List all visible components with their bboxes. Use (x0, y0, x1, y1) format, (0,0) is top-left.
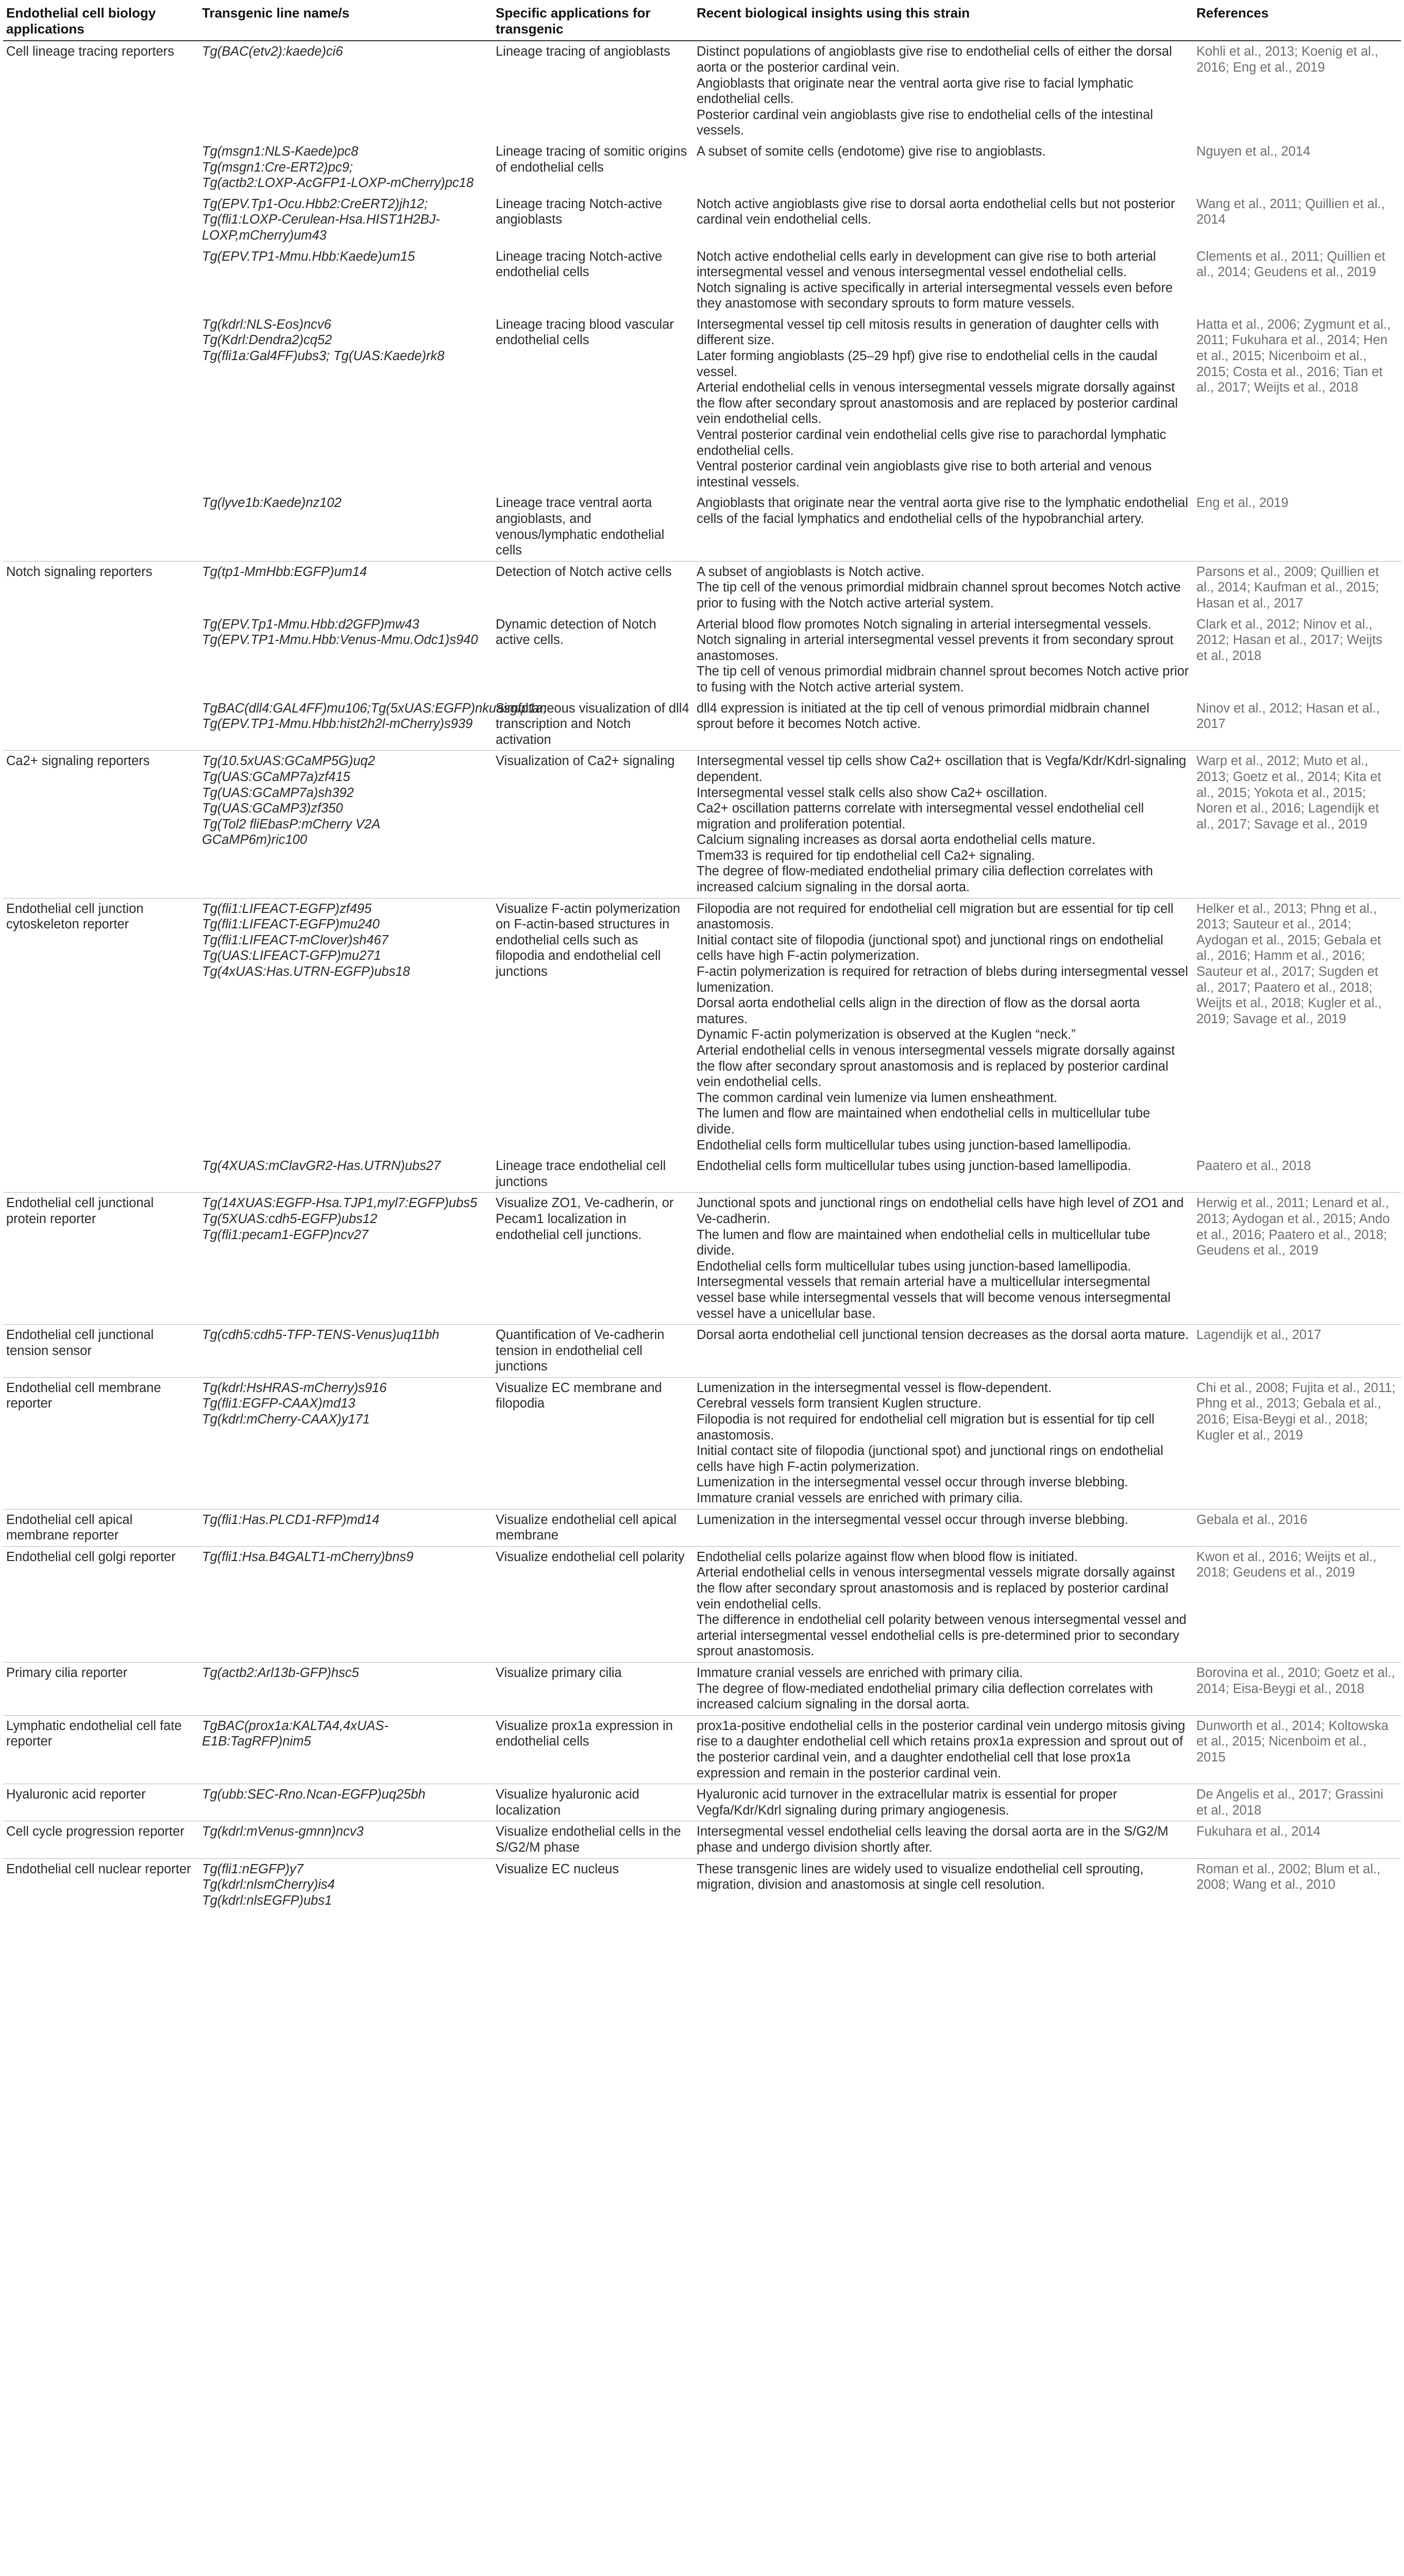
insight-text: Arterial endothelial cells in venous intersegmental vessels migrate dorsally against the flow after secondary sprout anastomosis and are replaced by posterior cardinal vein endothelial cells. (697, 380, 1178, 427)
specific-application-text: Dynamic detection of Notch active cells. (496, 617, 656, 648)
header-application: Endothelial cell biology applications (3, 3, 199, 41)
specific-application-text: Visualize F-actin polymerization on F-actin-based structures in endothelial cells such as filopodia and endothelial cell junctions (496, 901, 681, 979)
specific-application-cell (493, 751, 693, 898)
transgenic-line-name: Tg(UAS:GCaMP3)zf350 (202, 801, 343, 816)
insights-cell (693, 41, 1193, 141)
references-cell (1193, 1715, 1401, 1784)
transgenic-line-name: Tg(kdrl:mCherry-CAAX)y171 (202, 1412, 370, 1427)
insights-cell (693, 1662, 1193, 1715)
references-text: Fukuhara et al., 2014 (1196, 1824, 1321, 1839)
references-text: Clements et al., 2011; Quillien et al., 2014; Geudens et al., 2019 (1196, 249, 1385, 280)
header-line-name: Transgenic line name/s (199, 3, 493, 41)
application-category: Endothelial cell junctional tension sensor (6, 1328, 154, 1358)
references-cell (1193, 751, 1401, 898)
table-row (3, 1156, 1401, 1193)
insights-cell (693, 246, 1193, 314)
insight-text: Lumenization in the intersegmental vessel occur through inverse blebbing. (697, 1475, 1128, 1490)
line-name-cell (199, 698, 547, 751)
insights-cell (693, 561, 1193, 614)
insight-text: The difference in endothelial cell polarity between venous intersegmental vessel and arterial intersegmental vessel endothelial cells is pre-determined prior to secondary sprout anastomosis. (697, 1613, 1187, 1659)
line-name-cell (199, 194, 493, 246)
references-cell (1193, 1156, 1401, 1193)
specific-application-text: Visualize endothelial cell apical membrane (496, 1512, 677, 1543)
insight-text: These transgenic lines are widely used to visualize endothelial cell sprouting, migration, division and anastomosis at single cell resolution. (697, 1861, 1144, 1892)
transgenic-line-name: TgBAC(dll4:GAL4FF)mu106;Tg(5xUAS:EGFP)nkuasgfp1a; (202, 701, 547, 716)
transgenic-line-name: Tg(kdrl:HsHRAS-mCherry)s916 (202, 1380, 387, 1395)
insight-text: A subset of somite cells (endotome) give rise to angioblasts. (697, 144, 1046, 159)
references-text: Kohli et al., 2013; Koenig et al., 2016; Eng et al., 2019 (1196, 44, 1378, 75)
insights-cell (693, 1156, 1193, 1193)
insight-text: Intersegmental vessel tip cell mitosis results in generation of daughter cells with different size. (697, 317, 1159, 348)
specific-application-text: Quantification of Ve-cadherin tension in endothelial cell junctions (496, 1328, 665, 1374)
references-cell (1193, 1821, 1401, 1858)
references-text: Wang et al., 2011; Quillien et al., 2014 (1196, 196, 1385, 227)
insights-cell (693, 898, 1193, 1156)
insight-text: Endothelial cells form multicellular tubes using junction-based lamellipodia. (697, 1159, 1131, 1174)
insight-text: The tip cell of the venous primordial midbrain channel sprout becomes Notch active prior to fusing with the Notch active arterial system. (697, 580, 1181, 611)
references-cell (1193, 698, 1401, 751)
references-text: Paatero et al., 2018 (1196, 1159, 1311, 1174)
line-name-cell (199, 493, 493, 561)
references-text: Nguyen et al., 2014 (1196, 144, 1311, 159)
specific-application-cell (493, 41, 693, 141)
specific-application-text: Visualize ZO1, Ve-cadherin, or Pecam1 localization in endothelial cell junctions. (496, 1196, 674, 1242)
transgenic-line-name: Tg(kdrl:mVenus-gmnn)ncv3 (202, 1824, 364, 1839)
insight-text: Immature cranial vessels are enriched with primary cilia. (697, 1665, 1023, 1680)
insights-cell (693, 194, 1193, 246)
line-name-cell (199, 1193, 493, 1325)
specific-application-text: Lineage tracing Notch-active endothelial cells (496, 249, 663, 280)
transgenic-line-name: Tg(fli1:pecam1-EGFP)ncv27 (202, 1227, 369, 1242)
table-row (3, 698, 1401, 751)
table-row (3, 1858, 1401, 1911)
insight-text: Immature cranial vessels are enriched with primary cilia. (697, 1491, 1023, 1506)
line-name-cell (199, 1377, 493, 1509)
insights-cell (693, 1193, 1193, 1325)
application-cell (3, 1858, 199, 1911)
transgenic-line-name: Tg(fli1:Hsa.B4GALT1-mCherry)bns9 (202, 1549, 414, 1564)
table-row (3, 1662, 1401, 1715)
insight-text: Hyaluronic acid turnover in the extracellular matrix is essential for proper Vegfa/Kdr/Kdrl signaling during primary angiogenesis. (697, 1787, 1118, 1818)
table-row (3, 41, 1401, 141)
application-cell (3, 1325, 199, 1378)
table-row (3, 1821, 1401, 1858)
line-name-cell (199, 1821, 493, 1858)
specific-application-cell (493, 1858, 693, 1911)
transgenic-line-name: Tg(BAC(etv2):kaede)ci6 (202, 44, 343, 59)
line-name-cell (199, 1662, 493, 1715)
insight-text: Lumenization in the intersegmental vessel occur through inverse blebbing. (697, 1512, 1128, 1527)
insight-text: Intersegmental vessel stalk cells also show Ca2+ oscillation. (697, 785, 1048, 800)
transgenic-line-name: Tg(fli1:Has.PLCD1-RFP)md14 (202, 1512, 380, 1527)
transgenic-line-name: Tg(Kdrl:Dendra2)cq52 (202, 333, 332, 348)
table-row (3, 1509, 1401, 1546)
insight-text: The tip cell of venous primordial midbrain channel sprout becomes Notch active prior to fusing with the Notch active arterial system. (697, 664, 1189, 694)
insight-text: Junctional spots and junctional rings on endothelial cells have high level of ZO1 and Ve-cadherin. (697, 1196, 1184, 1226)
references-cell (1193, 898, 1401, 1156)
specific-application-text: Visualize EC membrane and filopodia (496, 1380, 662, 1411)
application-cell (3, 141, 199, 194)
insight-text: Tmem33 is required for tip endothelial cell Ca2+ signaling. (697, 848, 1035, 863)
insight-text: Intersegmental vessel tip cells show Ca2+ oscillation that is Vegfa/Kdr/Kdrl-signaling dependent. (697, 754, 1187, 784)
insights-cell (693, 141, 1193, 194)
references-text: Ninov et al., 2012; Hasan et al., 2017 (1196, 701, 1380, 732)
insight-text: Arterial endothelial cells in venous intersegmental vessels migrate dorsally against the flow after secondary sprout anastomosis and is replaced by posterior cardinal vein endothelial cells. (697, 1565, 1175, 1612)
insight-text: The degree of flow-mediated endothelial primary cilia deflection correlates with increased calcium signaling in the dorsal aorta. (697, 864, 1153, 895)
transgenic-line-name: Tg(fli1:LIFEACT-EGFP)mu240 (202, 917, 380, 932)
application-cell (3, 1715, 199, 1784)
insight-text: prox1a-positive endothelial cells in the posterior cardinal vein undergo mitosis giving rise to a daughter endothelial cell which retains prox1a expression and sprout out of the posterior cardinal vein, and a daughter endothelial cell that lose prox1a expression and remain in the posterior cardinal vein. (697, 1718, 1186, 1781)
line-name-cell (199, 141, 493, 194)
insights-cell (693, 1715, 1193, 1784)
specific-application-text: Lineage tracing of somitic origins of endothelial cells (496, 144, 687, 175)
references-cell (1193, 194, 1401, 246)
table-row (3, 1325, 1401, 1378)
insight-text: Intersegmental vessel endothelial cells leaving the dorsal aorta are in the S/G2/M phase and undergo division shortly after. (697, 1824, 1169, 1855)
insight-text: Endothelial cells polarize against flow when blood flow is initiated. (697, 1549, 1078, 1564)
application-category: Lymphatic endothelial cell fate reporter (6, 1718, 182, 1749)
table-row (3, 141, 1401, 194)
transgenic-line-name: Tg(EPV.Tp1-Mmu.Hbb:d2GFP)mw43 (202, 617, 419, 632)
insight-text: The common cardinal vein lumenize via lumen ensheathment. (697, 1090, 1058, 1105)
line-name-cell (199, 614, 493, 698)
references-text: Kwon et al., 2016; Weijts et al., 2018; Geudens et al., 2019 (1196, 1549, 1377, 1580)
insight-text: Ventral posterior cardinal vein endothelial cells give rise to parachordal lymphatic endothelial cells. (697, 428, 1166, 458)
references-cell (1193, 1509, 1401, 1546)
transgenic-line-name: Tg(actb2:Arl13b-GFP)hsc5 (202, 1665, 359, 1680)
transgenic-line-name: Tg(UAS:LIFEACT-GFP)mu271 (202, 948, 381, 963)
specific-application-cell (493, 898, 693, 1156)
insight-text: Initial contact site of filopodia (junctional spot) and junctional rings on endothelial cells have high F-actin polymerization. (697, 933, 1163, 963)
line-name-cell (199, 1509, 493, 1546)
insights-cell (693, 1546, 1193, 1662)
table-row (3, 614, 1401, 698)
references-cell (1193, 1193, 1401, 1325)
insight-text: Endothelial cells form multicellular tubes using junction-based lamellipodia. (697, 1259, 1131, 1274)
transgenic-lines-table (3, 3, 1401, 1911)
references-text: Eng et al., 2019 (1196, 496, 1289, 511)
references-text: De Angelis et al., 2017; Grassini et al., 2018 (1196, 1787, 1383, 1818)
application-cell (3, 614, 199, 698)
references-cell (1193, 1546, 1401, 1662)
table-row (3, 493, 1401, 561)
application-category: Endothelial cell apical membrane reporter (6, 1512, 133, 1543)
line-name-cell (199, 1784, 493, 1821)
insight-text: Lumenization in the intersegmental vessel is flow-dependent. (697, 1380, 1052, 1395)
transgenic-line-name: Tg(EPV.TP1-Mmu.Hbb:hist2h2l-mCherry)s939 (202, 717, 473, 732)
specific-application-text: Lineage tracing Notch-active angioblasts (496, 196, 663, 227)
insights-cell (693, 1821, 1193, 1858)
application-cell (3, 1377, 199, 1509)
references-cell (1193, 1377, 1401, 1509)
insight-text: Ca2+ oscillation patterns correlate with intersegmental vessel endothelial cell migration and proliferation potential. (697, 801, 1144, 832)
line-name-cell (199, 41, 493, 141)
specific-application-text: Visualization of Ca2+ signaling (496, 754, 675, 769)
specific-application-text: Lineage tracing blood vascular endothelial cells (496, 317, 674, 348)
specific-application-cell (493, 1821, 693, 1858)
insight-text: Ventral posterior cardinal vein angioblasts give rise to both arterial and venous intestinal vessels. (697, 459, 1152, 489)
line-name-cell (199, 1715, 493, 1784)
header-references: References (1193, 3, 1401, 41)
references-cell (1193, 314, 1401, 493)
references-cell (1193, 1858, 1401, 1911)
application-cell (3, 898, 199, 1156)
line-name-cell (199, 898, 493, 1156)
application-cell (3, 1193, 199, 1325)
application-category: Cell cycle progression reporter (6, 1824, 184, 1839)
insights-cell (693, 1325, 1193, 1378)
references-cell (1193, 1784, 1401, 1821)
specific-application-text: Visualize endothelial cells in the S/G2/M phase (496, 1824, 681, 1855)
transgenic-line-name: Tg(EPV.TP1-Mmu.Hbb:Kaede)um15 (202, 249, 415, 264)
line-name-cell (199, 1325, 493, 1378)
insight-text: Arterial endothelial cells in venous intersegmental vessels migrate dorsally against the flow after secondary sprout anastomosis and is replaced by posterior cardinal vein endothelial cells. (697, 1043, 1175, 1090)
insights-cell (693, 314, 1193, 493)
transgenic-line-name: Tg(4xUAS:Has.UTRN-EGFP)ubs18 (202, 964, 410, 979)
application-category: Endothelial cell junctional protein reporter (6, 1196, 154, 1226)
application-category: Ca2+ signaling reporters (6, 754, 150, 769)
specific-application-cell (493, 1325, 693, 1378)
specific-application-cell (493, 493, 693, 561)
specific-application-cell (493, 1546, 693, 1662)
application-category: Hyaluronic acid reporter (6, 1787, 146, 1802)
transgenic-line-name: Tg(tp1-MmHbb:EGFP)um14 (202, 564, 367, 579)
insight-text: A subset of angioblasts is Notch active. (697, 564, 925, 579)
transgenic-line-name: TgBAC(prox1a:KALTA4,4xUAS-E1B:TagRFP)nim5 (202, 1718, 388, 1749)
transgenic-line-name: Tg(10.5xUAS:GCaMP5G)uq2 (202, 754, 375, 769)
transgenic-line-name: Tg(fli1:EGFP-CAAX)md13 (202, 1396, 356, 1411)
references-text: Lagendijk et al., 2017 (1196, 1328, 1322, 1343)
transgenic-line-name: Tg(UAS:GCaMP7a)sh392 (202, 785, 354, 800)
transgenic-line-name: Tg(lyve1b:Kaede)nz102 (202, 496, 342, 511)
insight-text: Filopodia are not required for endothelial cell migration but are essential for tip cell anastomosis. (697, 901, 1174, 932)
specific-application-cell (493, 698, 693, 751)
references-text: Borovina et al., 2010; Goetz et al., 2014; Eisa-Beygi et al., 2018 (1196, 1665, 1395, 1696)
references-cell (1193, 246, 1401, 314)
insights-cell (693, 1377, 1193, 1509)
insight-text: Posterior cardinal vein angioblasts give rise to endothelial cells of the intestinal vessels. (697, 107, 1153, 138)
table-row (3, 194, 1401, 246)
insight-text: F-actin polymerization is required for retraction of blebs during intersegmental vessel lumenization. (697, 964, 1188, 995)
specific-application-text: Lineage trace endothelial cell junctions (496, 1159, 666, 1189)
insight-text: Notch signaling is active specifically in arterial intersegmental vessels even before they anastomose with secondary sprouts to form mature vessels. (697, 280, 1173, 311)
insights-cell (693, 1509, 1193, 1546)
insight-text: Initial contact site of filopodia (junctional spot) and junctional rings on endothelial cells have high F-actin polymerization. (697, 1444, 1163, 1474)
table-row (3, 1715, 1401, 1784)
application-cell (3, 1546, 199, 1662)
transgenic-line-name: Tg(4XUAS:mClavGR2-Has.UTRN)ubs27 (202, 1159, 441, 1174)
transgenic-line-name: Tg(14XUAS:EGFP-Hsa.TJP1,myl7:EGFP)ubs5 (202, 1196, 478, 1211)
application-category: Endothelial cell nuclear reporter (6, 1861, 191, 1876)
specific-application-text: Visualize EC nucleus (496, 1861, 619, 1876)
specific-application-cell (493, 1156, 693, 1193)
specific-application-text: Visualize prox1a expression in endothelial cells (496, 1718, 673, 1749)
line-name-cell (199, 1156, 493, 1193)
references-cell (1193, 1662, 1401, 1715)
references-cell (1193, 41, 1401, 141)
transgenic-line-name: Tg(Tol2 fliEbasP:mCherry V2A GCaMP6m)ric100 (202, 817, 380, 848)
application-cell (3, 1509, 199, 1546)
table-body (3, 41, 1401, 1911)
references-text: Gebala et al., 2016 (1196, 1512, 1308, 1527)
application-cell (3, 246, 199, 314)
insights-cell (693, 614, 1193, 698)
specific-application-cell (493, 561, 693, 614)
references-cell (1193, 493, 1401, 561)
line-name-cell (199, 1546, 493, 1662)
insight-text: Angioblasts that originate near the ventral aorta give rise to the lymphatic endothelial cells of the facial lymphatics and endothelial cells of the hypobranchial artery. (697, 496, 1188, 526)
line-name-cell (199, 751, 493, 898)
insight-text: Dorsal aorta endothelial cells align in the direction of flow as the dorsal aorta matures. (697, 996, 1140, 1026)
specific-application-cell (493, 141, 693, 194)
application-cell (3, 1662, 199, 1715)
insights-cell (693, 1784, 1193, 1821)
insights-cell (693, 493, 1193, 561)
application-cell (3, 1784, 199, 1821)
specific-application-text: Visualize primary cilia (496, 1665, 622, 1680)
specific-application-text: Simultaneous visualization of dll4 transcription and Notch activation (496, 701, 689, 747)
table-row (3, 1193, 1401, 1325)
references-cell (1193, 141, 1401, 194)
insight-text: The degree of flow-mediated endothelial primary cilia deflection correlates with increased calcium signaling in the dorsal aorta. (697, 1681, 1153, 1712)
table-row (3, 898, 1401, 1156)
specific-application-cell (493, 314, 693, 493)
insight-text: Dynamic F-actin polymerization is observed at the Kuglen “neck.” (697, 1027, 1076, 1042)
insight-text: Angioblasts that originate near the ventral aorta give rise to facial lymphatic endothelial cells. (697, 76, 1134, 107)
application-category: Notch signaling reporters (6, 564, 153, 579)
specific-application-cell (493, 1784, 693, 1821)
specific-application-cell (493, 1662, 693, 1715)
application-cell (3, 751, 199, 898)
table-row (3, 1546, 1401, 1662)
insight-text: Notch active endothelial cells early in development can give rise to both arterial intersegmental vessel and venous intersegmental vessel endothelial cells. (697, 249, 1156, 280)
insight-text: Dorsal aorta endothelial cell junctional tension decreases as the dorsal aorta mature. (697, 1328, 1189, 1343)
line-name-cell (199, 1858, 493, 1911)
application-cell (3, 561, 199, 614)
references-text: Parsons et al., 2009; Quillien et al., 2014; Kaufman et al., 2015; Hasan et al., 2017 (1196, 564, 1379, 611)
insight-text: Notch signaling in arterial intersegmental vessel prevents it from secondary sprout anastomoses. (697, 633, 1174, 663)
references-text: Warp et al., 2012; Muto et al., 2013; Goetz et al., 2014; Kita et al., 2015; Yokota et al., 2015; Noren et al., 2016; Lagendijk et al., 2017; Savage et al., 2019 (1196, 754, 1381, 832)
specific-application-text: Lineage trace ventral aorta angioblasts, and venous/lymphatic endothelial cells (496, 496, 665, 558)
transgenic-line-name: Tg(kdrl:nlsmCherry)is4 (202, 1877, 335, 1892)
table-row (3, 1377, 1401, 1509)
application-category: Endothelial cell membrane reporter (6, 1380, 161, 1411)
header-row (3, 3, 1401, 41)
insight-text: Arterial blood flow promotes Notch signaling in arterial intersegmental vessels. (697, 617, 1152, 632)
insights-cell (693, 751, 1193, 898)
transgenic-line-name: Tg(5XUAS:cdh5-EGFP)ubs12 (202, 1211, 378, 1226)
references-text: Hatta et al., 2006; Zygmunt et al., 2011; Fukuhara et al., 2014; Hen et al., 2015; Nicenboim et al., 2015; Costa et al., 2016; Tian et al., 2017; Weijts et al., 2018 (1196, 317, 1391, 395)
transgenic-line-name: Tg(EPV.Tp1-Ocu.Hbb2:CreERT2)jh12; (202, 196, 428, 211)
specific-application-text: Visualize hyaluronic acid localization (496, 1787, 639, 1818)
application-category: Primary cilia reporter (6, 1665, 128, 1680)
transgenic-line-name: Tg(fli1:LIFEACT-EGFP)zf495 (202, 901, 372, 916)
insights-cell (693, 698, 1193, 751)
transgenic-line-name: Tg(fli1:nEGFP)y7 (202, 1861, 303, 1876)
application-cell (3, 493, 199, 561)
application-cell (3, 194, 199, 246)
line-name-cell (199, 314, 493, 493)
insight-text: The lumen and flow are maintained when endothelial cells in multicellular tube divide. (697, 1227, 1151, 1258)
insight-text: The lumen and flow are maintained when endothelial cells in multicellular tube divide. (697, 1106, 1151, 1137)
references-text: Clark et al., 2012; Ninov et al., 2012; Hasan et al., 2017; Weijts et al., 2018 (1196, 617, 1382, 663)
insight-text: Intersegmental vessels that remain arterial have a multicellular intersegmental vessel base while intersegmental vessels that will become venous intersegmental vessel have a unicellular base. (697, 1275, 1171, 1321)
references-text: Dunworth et al., 2014; Koltowska et al., 2015; Nicenboim et al., 2015 (1196, 1718, 1389, 1765)
line-name-cell (199, 246, 493, 314)
table-row (3, 1784, 1401, 1821)
specific-application-cell (493, 246, 693, 314)
application-cell (3, 1156, 199, 1193)
references-cell (1193, 561, 1401, 614)
transgenic-line-name: Tg(fli1a:Gal4FF)ubs3; Tg(UAS:Kaede)rk8 (202, 349, 445, 364)
application-cell (3, 314, 199, 493)
transgenic-line-name: Tg(actb2:LOXP-AcGFP1-LOXP-mCherry)pc18 (202, 176, 474, 191)
specific-application-text: Detection of Notch active cells (496, 564, 672, 579)
header-specific-application: Specific applications for transgenic (493, 3, 693, 41)
specific-application-cell (493, 194, 693, 246)
insight-text: Calcium signaling increases as dorsal aorta endothelial cells mature. (697, 833, 1095, 848)
transgenic-line-name: Tg(ubb:SEC-Rno.Ncan-EGFP)uq25bh (202, 1787, 426, 1802)
specific-application-text: Lineage tracing of angioblasts (496, 44, 670, 59)
references-text: Chi et al., 2008; Fujita et al., 2011; Phng et al., 2013; Gebala et al., 2016; Eisa-Beygi et al., 2018; Kugler et al., 2019 (1196, 1380, 1396, 1443)
transgenic-line-name: Tg(UAS:GCaMP7a)zf415 (202, 769, 350, 784)
transgenic-line-name: Tg(msgn1:NLS-Kaede)pc8 (202, 144, 359, 159)
table-row (3, 246, 1401, 314)
insight-text: Later forming angioblasts (25–29 hpf) give rise to endothelial cells in the caudal vessel. (697, 349, 1158, 379)
insight-text: Endothelial cells form multicellular tubes using junction-based lamellipodia. (697, 1138, 1131, 1153)
insight-text: dll4 expression is initiated at the tip cell of venous primordial midbrain channel sprout before it becomes Notch active. (697, 701, 1149, 732)
table-row (3, 561, 1401, 614)
references-cell (1193, 614, 1401, 698)
transgenic-line-name: Tg(msgn1:Cre-ERT2)pc9; (202, 160, 353, 175)
insight-text: Filopodia is not required for endothelial cell migration but is essential for tip cell anastomosis. (697, 1412, 1155, 1443)
insight-text: Cerebral vessels form transient Kuglen structure. (697, 1396, 982, 1411)
application-cell (3, 41, 199, 141)
application-cell (3, 1821, 199, 1858)
specific-application-cell (493, 1377, 693, 1509)
specific-application-cell (493, 614, 693, 698)
insight-text: Distinct populations of angioblasts give rise to endothelial cells of either the dorsal aorta or the posterior cardinal vein. (697, 44, 1172, 75)
application-category: Endothelial cell golgi reporter (6, 1549, 176, 1564)
specific-application-text: Visualize endothelial cell polarity (496, 1549, 685, 1564)
transgenic-line-name: Tg(kdrl:nlsEGFP)ubs1 (202, 1893, 332, 1908)
application-category: Cell lineage tracing reporters (6, 44, 174, 59)
header-insights: Recent biological insights using this strain (693, 3, 1193, 41)
references-text: Herwig et al., 2011; Lenard et al., 2013; Aydogan et al., 2015; Ando et al., 2016; Paatero et al., 2018; Geudens et al., 2019 (1196, 1196, 1390, 1258)
application-category: Endothelial cell junction cytoskeleton reporter (6, 901, 144, 932)
specific-application-cell (493, 1715, 693, 1784)
specific-application-cell (493, 1509, 693, 1546)
transgenic-line-name: Tg(cdh5:cdh5-TFP-TENS-Venus)uq11bh (202, 1328, 439, 1343)
application-cell (3, 698, 199, 751)
table-row (3, 751, 1401, 898)
line-name-cell (199, 561, 493, 614)
transgenic-line-name: Tg(fli1:LOXP-Cerulean-Hsa.HIST1H2BJ-LOXP,mCherry)um43 (202, 212, 440, 243)
insights-cell (693, 1858, 1193, 1911)
transgenic-line-name: Tg(kdrl:NLS-Eos)ncv6 (202, 317, 331, 332)
references-text: Roman et al., 2002; Blum et al., 2008; Wang et al., 2010 (1196, 1861, 1381, 1892)
insight-text: Notch active angioblasts give rise to dorsal aorta endothelial cells but not posterior cardinal vein endothelial cells. (697, 196, 1175, 227)
transgenic-line-name: Tg(fli1:LIFEACT-mClover)sh467 (202, 933, 388, 947)
transgenic-line-name: Tg(EPV.TP1-Mmu.Hbb:Venus-Mmu.Odc1)s940 (202, 633, 478, 648)
table-row (3, 314, 1401, 493)
references-cell (1193, 1325, 1401, 1378)
references-text: Helker et al., 2013; Phng et al., 2013; Sauteur et al., 2014; Aydogan et al., 2015; Gebala et al., 2016; Hamm et al., 2016; Sauteur et al., 2017; Sugden et al., 2017; Paatero et al., 2018; Weijts et al., 2018; Kugler et al., 2019; Savage et al., 2019 (1196, 901, 1382, 1026)
specific-application-cell (493, 1193, 693, 1325)
